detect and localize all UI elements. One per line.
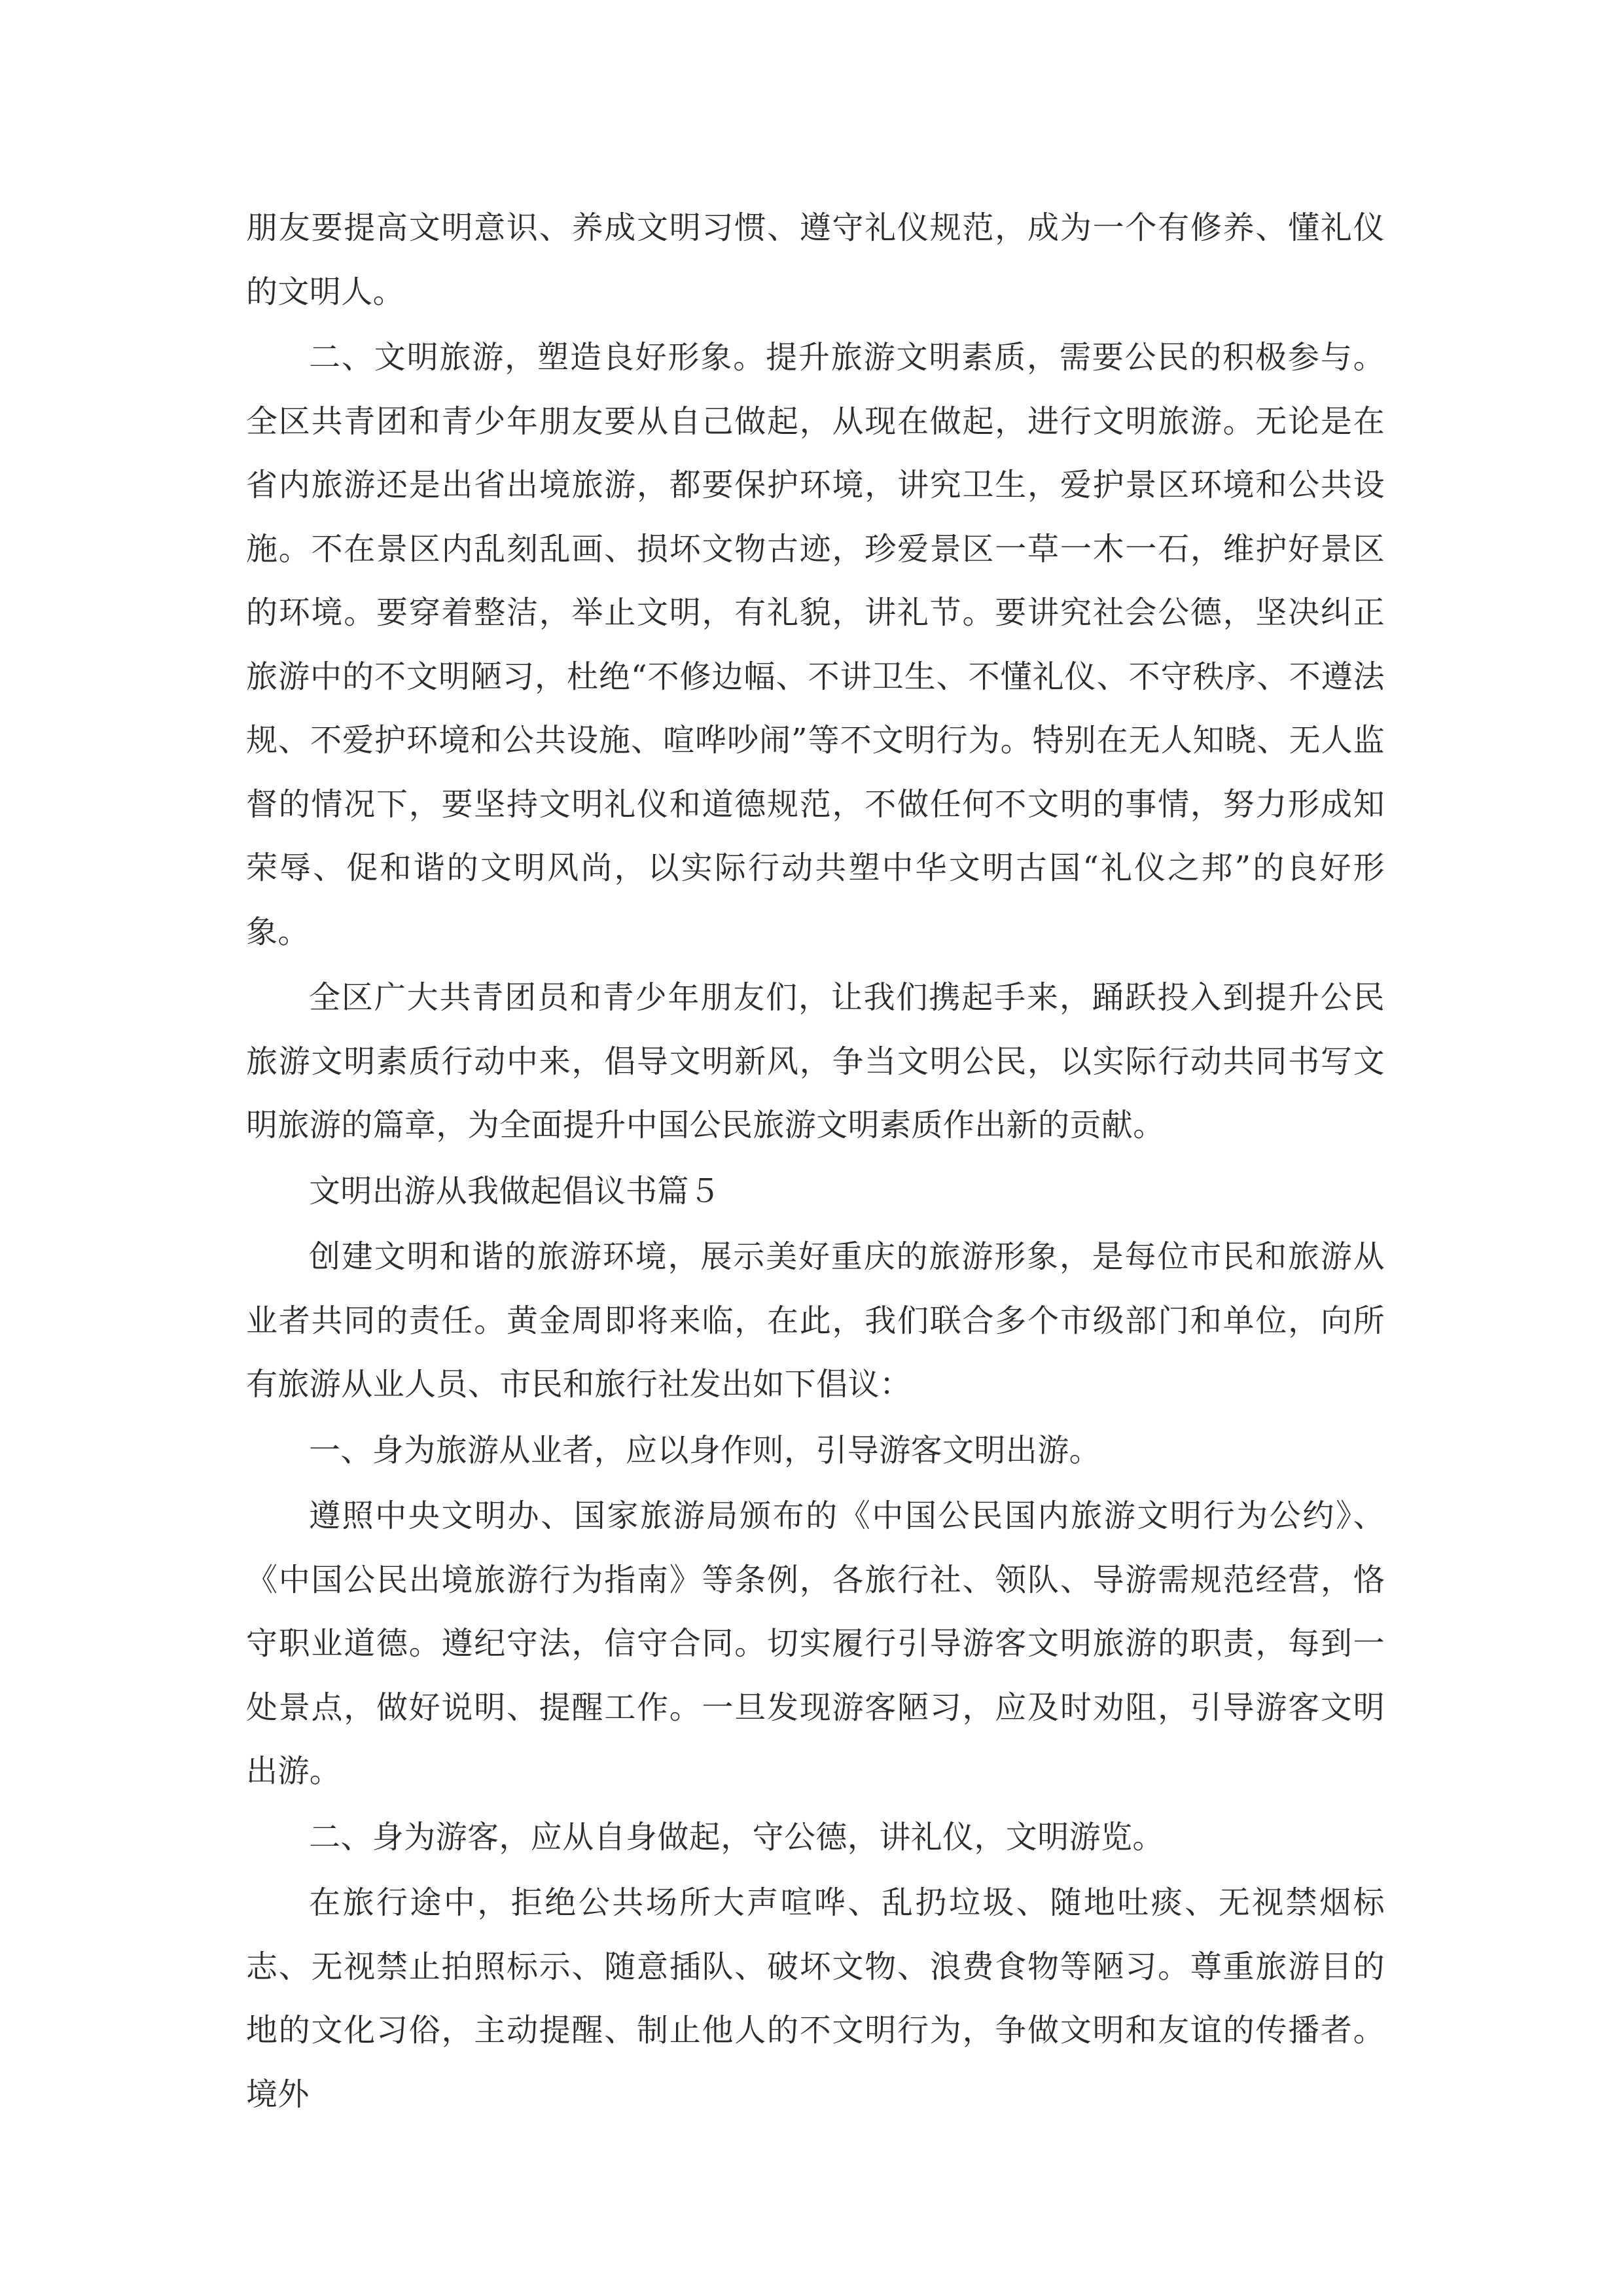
paragraph-3: 全区广大共青团员和青少年朋友们，让我们携起手来，踊跃投入到提升公民旅游文明素质行动中来，倡导文明新风，争当文明公民，以实际行动共同书写文明旅游的篇章，为全面提升中国公民旅游文明素质作出新的贡献。 [246,979,1385,1143]
paragraph-5: 创建文明和谐的旅游环境，展示美好重庆的旅游形象，是每位市民和旅游从业者共同的责任。黄金周即将来临，在此，我们联合多个市级部门和单位，向所有旅游从业人员、市民和旅行社发出如下倡议： [246,1238,1385,1403]
paragraph-8: 二、身为游客，应从自身做起，守公德，讲礼仪，文明游览。 [309,1818,1164,1856]
paragraph-6: 一、身为旅游从业者，应以身作则，引导游客文明出游。 [309,1431,1101,1469]
document-body [246,196,1385,2126]
section-heading: 文明出游从我做起倡议书篇５ [309,1172,721,1210]
paragraph-1: 朋友要提高文明意识、养成文明习惯、遵守礼仪规范，成为一个有修养、懂礼仪的文明人。 [246,209,1385,310]
paragraph-2: 二、文明旅游，塑造良好形象。提升旅游文明素质，需要公民的积极参与。全区共青团和青少年朋友要从自己做起，从现在做起，进行文明旅游。无论是在省内旅游还是出省出境旅游，都要保护环境，讲究卫生，爱护景区环境和公共设施。不在景区内乱刻乱画、损坏文物古迹，珍爱景区一草一木一石，维护好景区的环境。要穿着整洁，举止文明，有礼貌，讲礼节。要讲究社会公德，坚决纠正旅游中的不文明陋习，杜绝“不修边幅、不讲卫生、不懂礼仪、不守秩序、不遵法规、不爱护环境和公共设施、喧哗吵闹”等不文明行为。特别在无人知晓、无人监督的情况下，要坚持文明礼仪和道德规范，不做任何不文明的事情，努力形成知荣辱、促和谐的文明风尚，以实际行动共塑中华文明古国“礼仪之邦”的良好形象。 [246,339,1385,950]
paragraph-7: 遵照中央文明办、国家旅游局颁布的《中国公民国内旅游文明行为公约》、《中国公民出境旅游行为指南》等条例，各旅行社、领队、导游需规范经营，恪守职业道德。遵纪守法，信守合同。切实履行引导游客文明旅游的职责，每到一处景点，做好说明、提醒工作。一旦发现游客陋习，应及时劝阻，引导游客文明出游。 [246,1498,1385,1789]
paragraph-9: 在旅行途中，拒绝公共场所大声喧哗、乱扔垃圾、随地吐痰、无视禁烟标志、无视禁止拍照标示、随意插队、破坏文物、浪费食物等陋习。尊重旅游目的地的文化习俗，主动提醒、制止他人的不文明行为，争做文明和友谊的传播者。境外 [246,1884,1385,2113]
